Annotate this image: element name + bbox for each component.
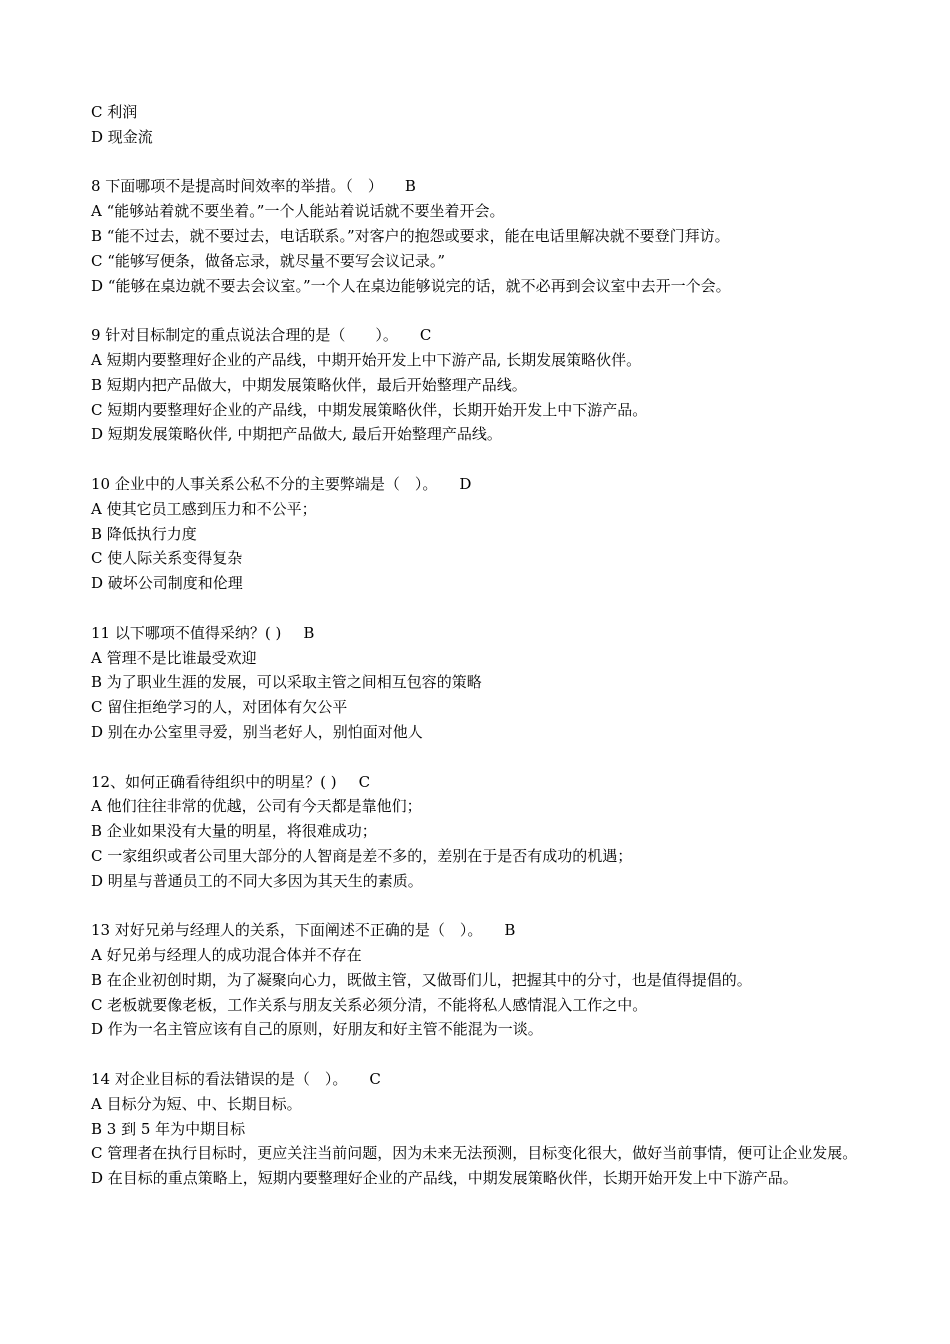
answer-key: D (459, 474, 472, 493)
spacer (91, 447, 871, 472)
option-line: C 短期内要整理好企业的产品线，中期发展策略伙伴，长期开始开发上中下游产品。 (91, 400, 648, 419)
option-line: D 明星与普通员工的不同大多因为其天生的素质。 (91, 871, 423, 890)
option-line: A 使其它员工感到压力和不公平； (91, 499, 317, 518)
spacer (91, 150, 871, 175)
option-line: B 在企业初创时期，为了凝聚向心力，既做主管，又做哥们儿，把握其中的分寸，也是值得提倡的。 (91, 970, 752, 989)
answer-key: C (358, 772, 371, 791)
option-line: D 在目标的重点策略上，短期内要整理好企业的产品线，中期发展策略伙伴，长期开始开发上中下游产品。 (91, 1169, 798, 1188)
option-line: D 作为一名主管应该有自己的原则，好朋友和好主管不能混为一谈。 (91, 1020, 543, 1039)
question-text: 13 对好兄弟与经理人的关系，下面阐述不正确的是（ ）。 (91, 921, 483, 940)
question-text: 9 针对目标制定的重点说法合理的是（ ）。 (91, 326, 398, 345)
option-line: B 降低执行力度 (91, 524, 197, 543)
answer-key: B (504, 921, 516, 940)
option-line: D 短期发展策略伙伴, 中期把产品做大, 最后开始整理产品线。 (91, 425, 502, 444)
question-stem (91, 323, 871, 348)
answer-key: B (404, 177, 416, 196)
option-line: D “能够在桌边就不要去会议室。”一个人在桌边能够说完的话，就不必再到会议室中去开一个会。 (91, 276, 731, 295)
question-text: 8 下面哪项不是提高时间效率的举措。（ ） (91, 177, 383, 196)
spacer (91, 298, 871, 323)
question-text: 14 对企业目标的看法错误的是（ ）。 (91, 1070, 348, 1089)
option-line: A 目标分为短、中、长期目标。 (91, 1094, 302, 1113)
question-text: 11 以下哪项不值得采纳？( ) (91, 623, 282, 642)
answer-key: C (369, 1070, 381, 1089)
option-line: A “能够站着就不要坐着。”一个人能站着说话就不要坐着开会。 (91, 202, 505, 221)
option-line: A 管理不是比谁最受欢迎 (91, 648, 257, 667)
question-stem (91, 174, 871, 199)
spacer (91, 596, 871, 621)
spacer (91, 894, 871, 919)
spacer (91, 1042, 871, 1067)
option-line: C 老板就要像老板，工作关系与朋友关系必须分清，不能将私人感情混入工作之中。 (91, 995, 648, 1014)
option-line: B 短期内把产品做大，中期发展策略伙伴，最后开始整理产品线。 (91, 375, 527, 394)
option-line: A 他们往往非常的优越，公司有今天都是靠他们； (91, 797, 422, 816)
question-stem (91, 918, 871, 943)
answer-key: C (419, 326, 432, 345)
question-stem (91, 770, 871, 795)
spacer (91, 745, 871, 770)
option-line: B 为了职业生涯的发展，可以采取主管之间相互包容的策略 (91, 673, 482, 692)
option-line: A 短期内要整理好企业的产品线，中期开始开发上中下游产品, 长期发展策略伙伴。 (91, 350, 642, 369)
option-line: D 破坏公司制度和伦理 (91, 574, 243, 593)
option-line: C 一家组织或者公司里大部分的人智商是差不多的，差别在于是否有成功的机遇； (91, 846, 633, 865)
option-line: C 利润 (91, 103, 138, 121)
option-line: D 现金流 (91, 127, 153, 146)
document-page (91, 100, 871, 1191)
option-line: B “能不过去，就不要过去，电话联系。”对客户的抱怨或要求，能在电话里解决就不要登门拜访。 (91, 226, 730, 245)
option-line: C 管理者在执行目标时，更应关注当前问题，因为未来无法预测，目标变化很大，做好当前事情，便可让企业发展。 (91, 1144, 858, 1163)
question-stem (91, 472, 871, 497)
question-text: 12、如何正确看待组织中的明星？( ) (91, 772, 337, 791)
question-stem (91, 1067, 871, 1092)
option-line: C 使人际关系变得复杂 (91, 549, 243, 568)
option-line: A 好兄弟与经理人的成功混合体并不存在 (91, 946, 362, 965)
option-line: D 别在办公室里寻爱，别当老好人，别怕面对他人 (91, 722, 423, 741)
option-line: C “能够写便条，做备忘录，就尽量不要写会议记录。” (91, 251, 446, 270)
answer-key: B (303, 623, 315, 642)
option-line: B 企业如果没有大量的明星，将很难成功； (91, 822, 377, 841)
question-stem (91, 621, 871, 646)
option-line: C 留住拒绝学习的人，对团体有欠公平 (91, 698, 348, 717)
option-line: B 3 到 5 年为中期目标 (91, 1119, 246, 1138)
question-text: 10 企业中的人事关系公私不分的主要弊端是（ ）。 (91, 474, 438, 493)
